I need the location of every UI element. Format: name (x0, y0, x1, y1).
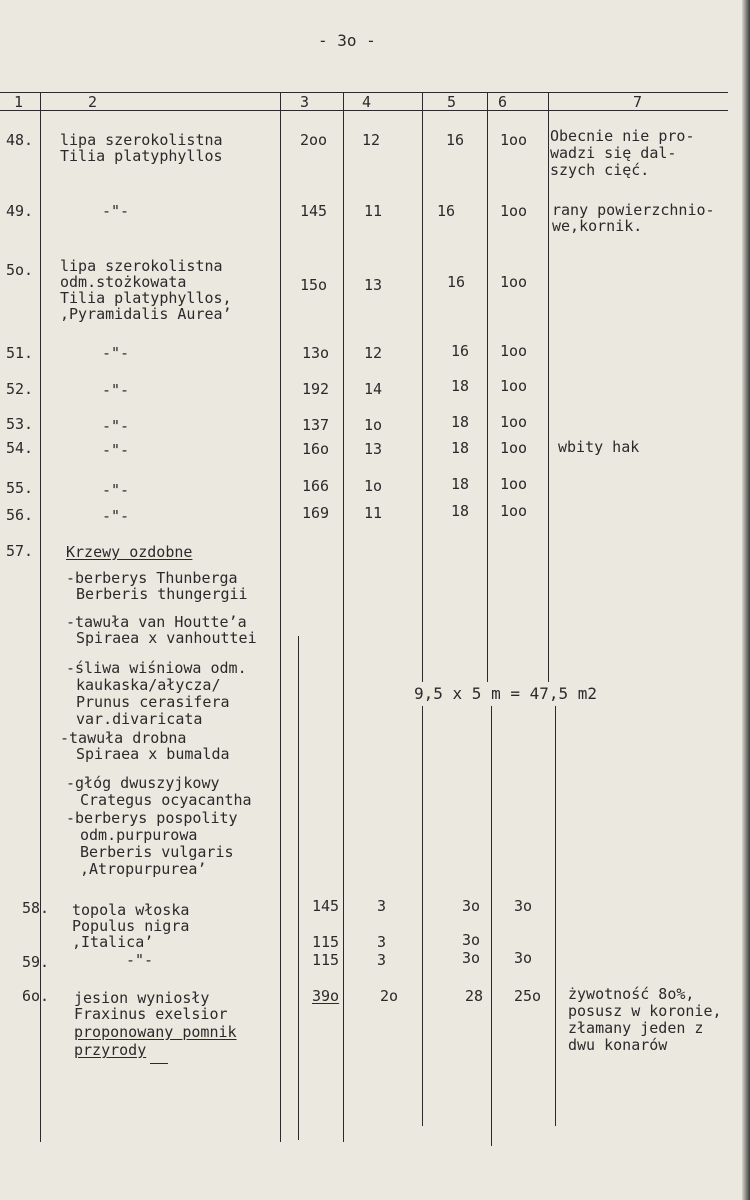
row-53-name: -"- (102, 417, 130, 435)
row-48-col4: 12 (362, 131, 381, 149)
col-header-2: 2 (88, 93, 98, 111)
shrub-line-12: Crategus ocyacantha (80, 791, 252, 809)
row-55-col6: 1oo (500, 475, 528, 493)
row-56-col4: 11 (364, 504, 383, 522)
col-header-7: 7 (633, 93, 643, 111)
row-60-name-3: proponowany pomnik (74, 1023, 237, 1041)
row-48-number: 48. (6, 131, 34, 149)
row-60-number: 6o. (22, 987, 50, 1005)
page-number: - 3o - (318, 31, 376, 50)
row-59-col3: 115 (312, 951, 340, 969)
row-50-name-3: Tilia platyphyllos, (60, 289, 232, 307)
row-50-name-1: lipa szerokolistna (60, 257, 223, 275)
row-49-number: 49. (6, 202, 34, 220)
col-header-4: 4 (362, 93, 372, 111)
page-edge-shadow (742, 0, 750, 1200)
row-50-col4: 13 (364, 276, 383, 294)
shrub-line-1: -berberys Thunberga (66, 569, 238, 587)
col-line-6a (548, 92, 549, 682)
row-58-col4-a: 3 (377, 897, 387, 915)
shrubs-title: Krzewy ozdobne (66, 543, 193, 561)
row-48-col5: 16 (446, 131, 465, 149)
row-54-number: 54. (6, 439, 34, 457)
row-51-col5: 16 (451, 342, 470, 360)
row-55-name: -"- (102, 481, 130, 499)
shrub-line-14: odm.purpurowa (80, 826, 198, 844)
row-53-col4: 1o (364, 416, 383, 434)
col-line-2 (280, 92, 281, 1142)
row-52-number: 52. (6, 380, 34, 398)
col-line-4a (422, 92, 423, 682)
row-48-col6: 1oo (500, 131, 528, 149)
row-51-number: 51. (6, 344, 34, 362)
row-55-number: 55. (6, 479, 34, 497)
row-56-number: 56. (6, 506, 34, 524)
row-51-col6: 1oo (500, 342, 528, 360)
row-49-note-1: rany powierzchnio- (552, 201, 715, 219)
shrub-line-5: -śliwa wiśniowa odm. (66, 659, 247, 677)
row-56-col6: 1oo (500, 502, 528, 520)
row-50-col5: 16 (447, 273, 466, 291)
row-50-col3: 15o (300, 276, 328, 294)
shrub-line-2: Berberis thungergii (76, 585, 248, 603)
row-54-col5: 18 (451, 439, 470, 457)
row-59-col4: 3 (377, 951, 387, 969)
row-52-col6: 1oo (500, 377, 528, 395)
row-48-note-2: wadzi się dal- (550, 144, 677, 162)
shrub-line-16: ‚Atropurpurea’ (80, 860, 207, 878)
row-59-col5: 3o (462, 949, 481, 967)
row-50-number: 5o. (6, 261, 34, 279)
shrub-line-3: -tawuła van Houtte’a (66, 613, 247, 631)
row-49-col6: 1oo (500, 202, 528, 220)
row-59-col6: 3o (514, 949, 533, 967)
row-55-col5: 18 (451, 475, 470, 493)
row-49-note-2: we,kornik. (552, 217, 643, 235)
shrub-line-7: Prunus cerasifera (76, 693, 230, 711)
row-52-col3: 192 (302, 380, 330, 398)
shrubs-area: 9,5 x 5 m = 47,5 m2 (414, 684, 598, 703)
col-line-5a (487, 92, 488, 682)
shrub-line-15: Berberis vulgaris (80, 843, 234, 861)
row-49-col4: 11 (364, 202, 383, 220)
row-60-note-3: złamany jeden z (568, 1019, 704, 1037)
row-51-col4: 12 (364, 344, 383, 362)
row-51-name: -"- (102, 344, 130, 362)
row-58-name-1: topola włoska (72, 901, 190, 919)
row-48-name-1: lipa szerokolistna (60, 131, 223, 149)
shrub-line-13: -berberys pospolity (66, 809, 238, 827)
col-line-5b (491, 706, 492, 1146)
col-line-3 (343, 92, 344, 1142)
row-60-col6: 25o (514, 987, 542, 1005)
row-49-name: -"- (102, 202, 130, 220)
row-57-number: 57. (6, 542, 34, 560)
shrub-line-6: kaukaska/ałycza/ (76, 676, 221, 694)
row-59-number: 59. (22, 953, 50, 971)
shrub-line-9: -tawuła drobna (60, 729, 187, 747)
shrub-line-11: -głóg dwuszyjkowy (66, 774, 220, 792)
col-line-4b (422, 706, 423, 1126)
col-line-1 (40, 92, 41, 1142)
row-60-name-1: jesion wyniosły (74, 989, 210, 1007)
row-58-col3-a: 145 (312, 897, 340, 915)
row-56-col3: 169 (302, 504, 330, 522)
row-60-note-4: dwu konarów (568, 1036, 668, 1054)
row-56-col5: 18 (451, 502, 470, 520)
row-60-name-4: przyrody (74, 1041, 147, 1059)
row-58-name-2: Populus nigra (72, 917, 190, 935)
col-line-6b (555, 706, 556, 1126)
col-header-6: 6 (498, 93, 508, 111)
col-header-3: 3 (300, 93, 310, 111)
row-60-name-2: Fraxinus exelsior (74, 1005, 228, 1023)
row-53-col3: 137 (302, 416, 330, 434)
row-55-col4: 1o (364, 477, 383, 495)
row-54-col3: 16o (302, 440, 330, 458)
row-54-note: wbity hak (558, 438, 640, 456)
row-50-name-4: ‚Pyramidalis Aurea’ (60, 305, 232, 323)
row-55-col3: 166 (302, 477, 330, 495)
row-60-name-underline-tail (150, 1063, 168, 1064)
row-48-note-1: Obecnie nie pro- (550, 127, 695, 145)
row-59-name: -"- (126, 951, 154, 969)
row-50-col6: 1oo (500, 273, 528, 291)
row-54-col4: 13 (364, 440, 383, 458)
row-49-col3: 145 (300, 202, 328, 220)
row-48-name-2: Tilia platyphyllos (60, 147, 223, 165)
row-52-col4: 14 (364, 380, 383, 398)
row-54-col6: 1oo (500, 439, 528, 457)
row-60-col5: 28 (465, 987, 484, 1005)
row-48-col3: 2oo (300, 131, 328, 149)
row-58-col3-b: 115 (312, 933, 340, 951)
row-48-note-3: szych cięć. (550, 161, 650, 179)
shrub-line-8: var.divaricata (76, 710, 203, 728)
row-58-number: 58. (22, 899, 50, 917)
row-58-col6: 3o (514, 897, 533, 915)
row-58-col4-b: 3 (377, 933, 387, 951)
row-58-col5-a: 3o (462, 897, 481, 915)
row-52-name: -"- (102, 381, 130, 399)
row-58-name-3: ‚Italica’ (72, 933, 154, 951)
row-51-col3: 13o (302, 344, 330, 362)
row-54-name: -"- (102, 441, 130, 459)
col-header-5: 5 (447, 93, 457, 111)
row-60-col4: 2o (380, 987, 399, 1005)
row-60-note-2: posusz w koronie, (568, 1002, 722, 1020)
shrub-line-10: Spiraea x bumalda (76, 745, 230, 763)
row-49-col5: 16 (437, 202, 456, 220)
row-60-note-1: żywotność 8o%, (568, 985, 695, 1003)
row-58-col5-b: 3o (462, 931, 481, 949)
row-53-col5: 18 (451, 413, 470, 431)
row-50-name-2: odm.stożkowata (60, 273, 187, 291)
row-53-number: 53. (6, 415, 34, 433)
row-56-name: -"- (102, 507, 130, 525)
col-header-1: 1 (14, 93, 24, 111)
row-53-col6: 1oo (500, 413, 528, 431)
shrub-line-4: Spiraea x vanhouttei (76, 629, 257, 647)
col-line-2b (298, 636, 299, 1140)
row-52-col5: 18 (451, 377, 470, 395)
row-60-col3: 39o (312, 987, 340, 1005)
